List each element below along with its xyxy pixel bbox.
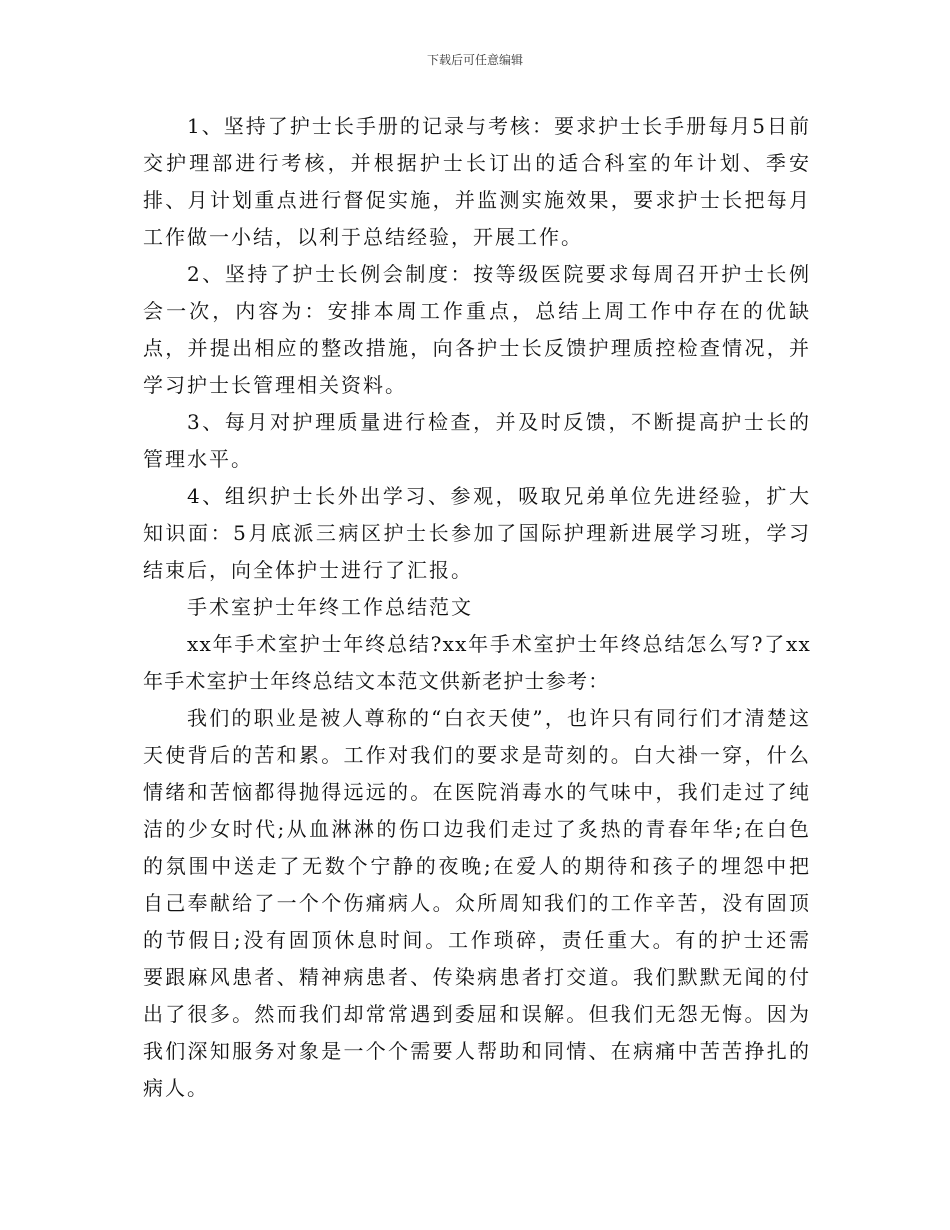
paragraph-3: 3、每月对护理质量进行检查，并及时反馈，不断提高护士长的管理水平。 [143, 410, 811, 471]
paragraph-1: 1、坚持了护士长手册的记录与考核：要求护士长手册每月5日前交护理部进行考核，并根据护士长订出的适合科室的年计划、季安排、月计划重点进行督促实施，并监测实施效果，要求护士长把每月工作做一小结，以利于总结经验，开展工作。 [143, 114, 811, 249]
section-heading: 手术室护士年终工作总结范文 [187, 595, 473, 619]
paragraph-4: 4、组织护士长外出学习、参观，吸取兄弟单位先进经验，扩大知识面：5月底派三病区护士长参加了国际护理新进展学习班，学习结束后，向全体护士进行了汇报。 [143, 484, 811, 582]
document-body [143, 108, 811, 1107]
body-paragraph: 我们的职业是被人尊称的“白衣天使”，也许只有同行们才清楚这天使背后的苦和累。工作对我们的要求是苛刻的。白大褂一穿，什么情绪和苦恼都得抛得远远的。在医院消毒水的气味中，我们走过了纯洁的少女时代;从血淋淋的伤口边我们走过了炙热的青春年华;在白色的氛围中送走了无数个宁静的夜晚;在爱人的期待和孩子的埋怨中把自己奉献给了一个个伤痛病人。众所周知我们的工作辛苦，没有固顶的节假日;没有固顶休息时间。工作琐碎，责任重大。有的护士还需要跟麻风患者、精神病患者、传染病患者打交道。我们默默无闻的付出了很多。然而我们却常常遇到委屈和误解。但我们无怨无悔。因为我们深知服务对象是一个个需要人帮助和同情、在病痛中苦苦挣扎的病人。 [143, 706, 811, 1100]
page-header: 下载后可任意编辑 [426, 53, 523, 67]
paragraph-2: 2、坚持了护士长例会制度：按等级医院要求每周召开护士长例会一次，内容为：安排本周工作重点，总结上周工作中存在的优缺点，并提出相应的整改措施，向各护士长反馈护理质控检查情况，并学习护士长管理相关资料。 [143, 262, 811, 397]
intro-paragraph: xx年手术室护士年终总结?xx年手术室护士年终总结怎么写?了xx年手术室护士年终总结文本范文供新老护士参考： [143, 632, 811, 693]
